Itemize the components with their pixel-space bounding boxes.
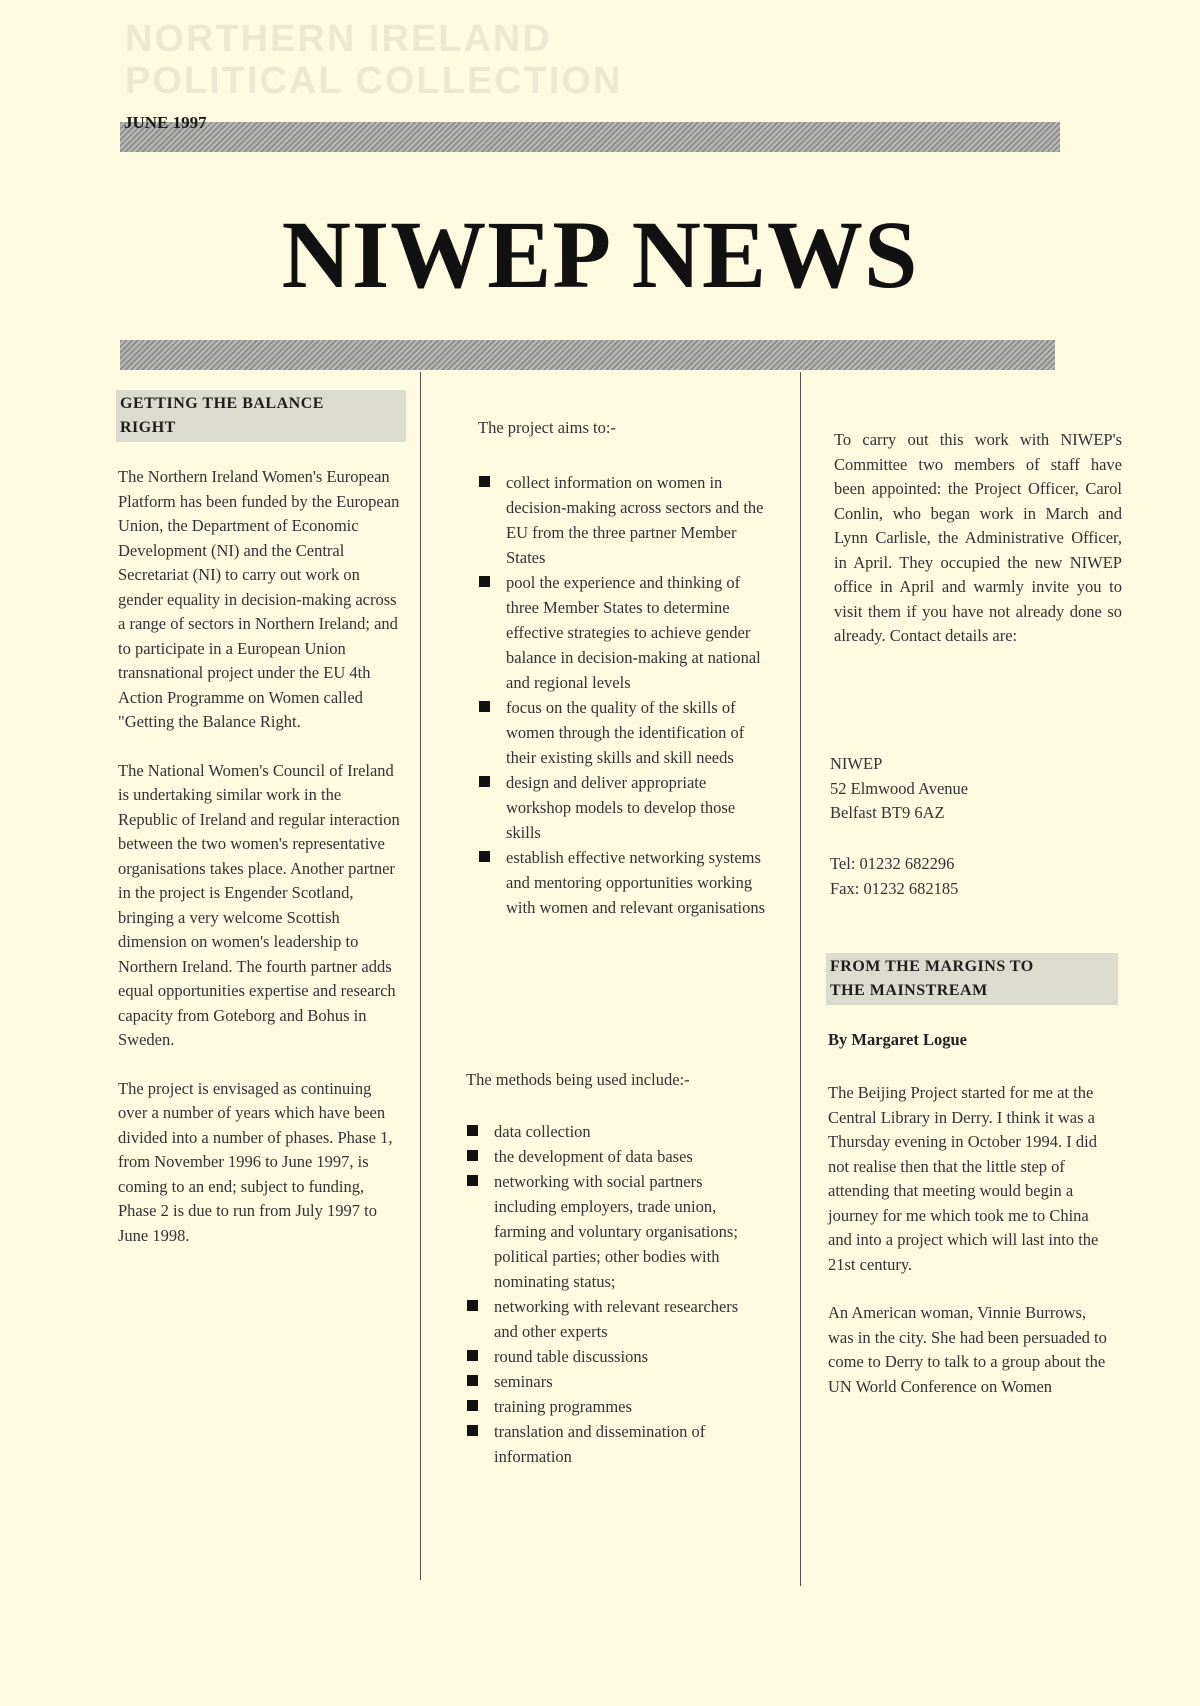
list-item: collect information on women in decision-making across sectors and the EU from the three partner Member States: [476, 470, 766, 570]
masthead-rule-band: [120, 340, 1055, 370]
aims-list: [476, 470, 766, 920]
contact-address: [830, 752, 968, 826]
contact-tel: Tel: 01232 682296: [830, 854, 955, 873]
paragraph: The Northern Ireland Women's European Platform has been funded by the European Union, the Department of Economic Development (NI) and the Central Secretariat (NI) to carry out work on gender equality in decision-making across a range of sectors in Northern Ireland; and to participate in a European Union transnational project under the EU 4th Action Programme on Women called "Getting the Balance Right.: [118, 467, 400, 731]
issue-date: JUNE 1997: [124, 113, 207, 132]
square-bullet-icon: [479, 776, 490, 787]
square-bullet-icon: [467, 1300, 478, 1311]
aims-intro: The project aims to:-: [478, 418, 616, 437]
contact-fax: Fax: 01232 682185: [830, 878, 959, 898]
heading-line: GETTING THE BALANCE: [120, 395, 324, 412]
list-item: pool the experience and thinking of three Member States to determine effective strategies to achieve gender balance in decision-making at national and regional levels: [476, 570, 766, 695]
paragraph: The project is envisaged as continuing over a number of years which have been divided into a number of phases. Phase 1, from November 1996 to June 1997, is coming to an end; subject to funding, Phase 2 is due to run from July 1997 to June 1998.: [118, 1078, 393, 1245]
list-item: round table discussions: [464, 1344, 764, 1369]
collection-line-2: POLITICAL COLLECTION: [125, 60, 623, 102]
methods-intro: The methods being used include:-: [466, 1070, 690, 1089]
heading-line: THE MAINSTREAM: [830, 982, 988, 999]
column-divider-1: [420, 372, 421, 1580]
square-bullet-icon: [479, 576, 490, 587]
column-divider-2: [800, 372, 801, 1586]
square-bullet-icon: [467, 1125, 478, 1136]
contact-city: Belfast BT9 6AZ: [830, 803, 945, 822]
article-heading-margins: [826, 953, 1118, 1005]
square-bullet-icon: [479, 701, 490, 712]
article-body-balance: [118, 465, 400, 1272]
paragraph: An American woman, Vinnie Burrows, was in the city. She had been persuaded to come to Derry to talk to a group about the UN World Conference on Women: [828, 1303, 1107, 1396]
list-item: seminars: [464, 1369, 764, 1394]
heading-line: RIGHT: [120, 419, 176, 436]
square-bullet-icon: [467, 1350, 478, 1361]
list-item: data collection: [464, 1119, 764, 1144]
square-bullet-icon: [467, 1375, 478, 1386]
article-body-margins: [828, 1081, 1113, 1423]
list-item: networking with relevant researchers and other experts: [464, 1294, 764, 1344]
square-bullet-icon: [479, 476, 490, 487]
top-rule-band: [120, 122, 1060, 152]
square-bullet-icon: [467, 1425, 478, 1436]
list-item: focus on the quality of the skills of women through the identification of their existing skills and skill needs: [476, 695, 766, 770]
list-item: establish effective networking systems and mentoring opportunities working with women and relevant organisations: [476, 845, 766, 920]
masthead-title: NIWEP NEWS: [281, 201, 919, 308]
contact-street: 52 Elmwood Avenue: [830, 778, 969, 798]
contact-phones: [830, 852, 958, 901]
methods-list: [464, 1119, 764, 1469]
square-bullet-icon: [479, 851, 490, 862]
staffing-paragraph: To carry out this work with NIWEP's Committee two members of staff have been appointed: the Project Officer, Carol Conlin, who began work in March and Lynn Carlisle, the Administrative Officer, in April. They occupied the new NIWEP office in April and warmly invite you to visit them if you have not already done so already. Contact details are:: [834, 430, 1122, 645]
list-item: translation and dissemination of information: [464, 1419, 764, 1469]
list-item: the development of data bases: [464, 1144, 764, 1169]
list-item: design and deliver appropriate workshop models to develop those skills: [476, 770, 766, 845]
collection-line-1: NORTHERN IRELAND: [125, 18, 552, 60]
article-byline: By Margaret Logue: [828, 1030, 968, 1049]
heading-line: FROM THE MARGINS TO: [830, 958, 1034, 975]
list-item: training programmes: [464, 1394, 764, 1419]
paragraph: The Beijing Project started for me at the Central Library in Derry. I think it was a Thursday evening in October 1994. I did not realise then that the little step of attending that meeting would begin a journey for me which took me to China and into a project which will last into the 21st century.: [828, 1083, 1099, 1274]
article-heading-balance: [116, 390, 406, 442]
collection-watermark: [125, 18, 622, 102]
paragraph: The National Women's Council of Ireland is undertaking similar work in the Republic of Ireland and regular interaction between the two women's representative organisations takes place. Another partner in the project is Engender Scotland, bringing a very welcome Scottish dimension on women's leadership to Northern Ireland. The fourth partner adds equal opportunities expertise and research capacity from Goteborg and Bohus in Sweden.: [118, 760, 400, 1049]
square-bullet-icon: [467, 1175, 478, 1186]
square-bullet-icon: [467, 1400, 478, 1411]
list-item: networking with social partners including employers, trade union, farming and voluntary organisations; political parties; other bodies with nominating status;: [464, 1169, 764, 1294]
contact-name: NIWEP: [830, 754, 883, 773]
square-bullet-icon: [467, 1150, 478, 1161]
